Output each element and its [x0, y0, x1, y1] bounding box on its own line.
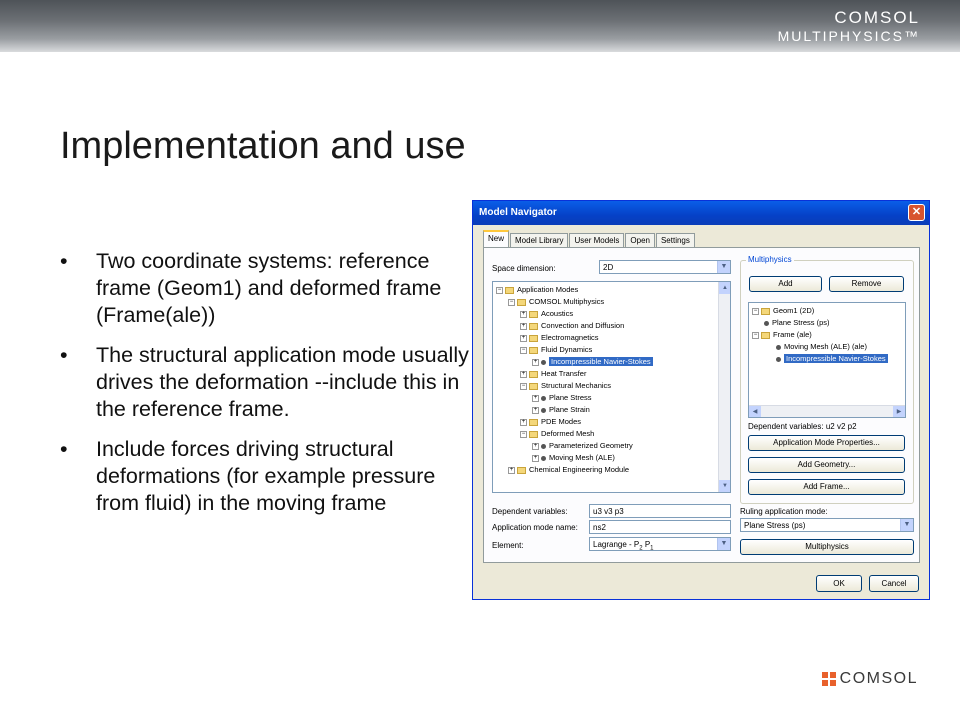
- add-button[interactable]: Add: [749, 276, 822, 292]
- scroll-left-icon[interactable]: ◀: [749, 406, 761, 418]
- tree-item[interactable]: + Electromagnetics: [521, 333, 599, 342]
- bullet-icon: [541, 444, 546, 449]
- multiphysics-button[interactable]: Multiphysics: [740, 539, 914, 555]
- tab-new[interactable]: New: [483, 230, 509, 247]
- ruling-mode-value: Plane Stress (ps): [744, 521, 806, 530]
- folder-icon: [505, 287, 514, 294]
- tree-item[interactable]: + Plane Strain: [533, 405, 590, 414]
- bullet-icon: [541, 396, 546, 401]
- collapse-icon[interactable]: −: [753, 307, 758, 314]
- collapse-icon[interactable]: −: [497, 286, 502, 293]
- tree-item[interactable]: − Structural Mechanics: [521, 381, 612, 390]
- tree-item[interactable]: + PDE Modes: [521, 417, 582, 426]
- expand-icon[interactable]: +: [521, 322, 526, 329]
- bullet-item: • Two coordinate systems: reference frame (Geom1) and deformed frame (Frame(ale)): [60, 248, 470, 329]
- tree-item[interactable]: + Plane Stress: [533, 393, 592, 402]
- expand-icon[interactable]: +: [533, 358, 538, 365]
- space-dimension-select[interactable]: [599, 260, 731, 274]
- dependent-variables-input[interactable]: u3 v3 p3: [589, 504, 731, 518]
- element-select[interactable]: [589, 537, 731, 551]
- model-navigator-dialog: [472, 200, 930, 600]
- mp-tree-item-selected[interactable]: Incompressible Navier-Stokes: [776, 353, 888, 364]
- expand-icon[interactable]: +: [533, 442, 538, 449]
- scroll-up-icon[interactable]: ▲: [719, 282, 731, 294]
- tree-item[interactable]: + Heat Transfer: [521, 369, 587, 378]
- tree-scrollbar[interactable]: [718, 282, 730, 492]
- folder-icon: [761, 332, 770, 339]
- bullet-icon: [541, 408, 546, 413]
- slide-title: Implementation and use: [60, 125, 466, 167]
- tab-model-library[interactable]: Model Library: [510, 233, 568, 247]
- add-geometry-button[interactable]: Add Geometry...: [748, 457, 905, 473]
- mp-tree-item[interactable]: Moving Mesh (ALE) (ale): [776, 341, 867, 352]
- expand-icon[interactable]: +: [521, 370, 526, 377]
- scroll-down-icon[interactable]: ▼: [719, 480, 731, 492]
- dialog-title: Model Navigator: [479, 207, 557, 218]
- remove-button[interactable]: Remove: [829, 276, 904, 292]
- tree-item[interactable]: − Fluid Dynamics: [521, 345, 593, 354]
- expand-icon[interactable]: +: [533, 394, 538, 401]
- header-band: [0, 0, 960, 52]
- comsol-logo-icon: [822, 672, 836, 686]
- tab-settings[interactable]: Settings: [656, 233, 695, 247]
- bullet-icon: [764, 321, 769, 326]
- app-mode-properties-button[interactable]: Application Mode Properties...: [748, 435, 905, 451]
- bullet-text: The structural application mode usually drives the deformation --include this in the reference frame.: [96, 343, 469, 421]
- mp-tree-item[interactable]: − Frame (ale): [753, 330, 812, 339]
- expand-icon[interactable]: +: [533, 454, 538, 461]
- folder-icon: [517, 299, 526, 306]
- footer-brand: COMSOL: [839, 670, 918, 687]
- app-mode-name-input[interactable]: ns2: [589, 520, 731, 534]
- multiphysics-group-label: Multiphysics: [748, 255, 792, 264]
- tab-open[interactable]: Open: [625, 233, 655, 247]
- expand-icon[interactable]: +: [509, 466, 514, 473]
- folder-icon: [761, 308, 770, 315]
- folder-icon: [529, 335, 538, 342]
- brand-logo: [778, 8, 920, 44]
- space-dimension-label: Space dimension:: [492, 264, 556, 273]
- bullet-icon: [776, 345, 781, 350]
- footer-logo: [822, 670, 918, 688]
- element-label: Element:: [492, 541, 524, 550]
- brand-line2: MULTIPHYSICS™: [777, 28, 920, 44]
- multiphysics-tree[interactable]: [748, 302, 906, 418]
- tab-strip: [483, 233, 696, 247]
- dependent-variables-label: Dependent variables:: [492, 507, 568, 516]
- mp-tree-item[interactable]: Plane Stress (ps): [764, 317, 830, 328]
- tree-item[interactable]: + Convection and Diffusion: [521, 321, 625, 330]
- element-value: Lagrange - $P_2$ $P_1$: [593, 540, 654, 552]
- ruling-mode-select[interactable]: [740, 518, 914, 532]
- bullet-text: Two coordinate systems: reference frame (Geom1) and deformed frame (Frame(ale)): [96, 249, 442, 327]
- folder-icon: [529, 431, 538, 438]
- folder-icon: [529, 371, 538, 378]
- scroll-right-icon[interactable]: ▶: [893, 406, 905, 418]
- bullet-item: • Include forces driving structural deformations (for example pressure from fluid) in the moving frame: [60, 436, 470, 517]
- tree-item[interactable]: + Chemical Engineering Module: [509, 465, 630, 474]
- space-dimension-value: 2D: [603, 263, 614, 272]
- bullet-icon: [776, 357, 781, 362]
- tab-panel-new: [483, 247, 920, 563]
- mp-dependent-variables: Dependent variables: u2 v2 p2: [748, 422, 857, 431]
- folder-icon: [529, 311, 538, 318]
- dialog-titlebar[interactable]: [473, 201, 929, 225]
- folder-icon: [529, 383, 538, 390]
- bullet-icon: [541, 360, 546, 365]
- bullet-icon: [541, 456, 546, 461]
- folder-icon: [529, 419, 538, 426]
- tree-item[interactable]: − COMSOL Multiphysics: [509, 297, 605, 306]
- tab-user-models[interactable]: User Models: [569, 233, 624, 247]
- collapse-icon[interactable]: −: [521, 346, 526, 353]
- mp-tree-scrollbar[interactable]: [749, 405, 905, 417]
- collapse-icon[interactable]: −: [509, 298, 514, 305]
- tree-item[interactable]: + Parameterized Geometry: [533, 441, 633, 450]
- tree-item[interactable]: + Moving Mesh (ALE): [533, 453, 615, 462]
- folder-icon: [517, 467, 526, 474]
- chevron-down-icon[interactable]: ▼: [717, 261, 730, 273]
- bullet-text: Include forces driving structural deformations (for example pressure from fluid) in the moving frame: [96, 437, 436, 515]
- app-mode-name-label: Application mode name:: [492, 523, 578, 532]
- ruling-mode-label: Ruling application mode:: [740, 507, 828, 516]
- cancel-button[interactable]: Cancel: [869, 575, 919, 592]
- tree-item[interactable]: + Acoustics: [521, 309, 574, 318]
- tree-item-selected[interactable]: + Incompressible Navier-Stokes: [533, 357, 651, 366]
- collapse-icon[interactable]: −: [753, 331, 758, 338]
- application-mode-tree[interactable]: [492, 281, 731, 493]
- expand-icon[interactable]: +: [521, 418, 526, 425]
- chevron-down-icon[interactable]: ▼: [717, 538, 730, 550]
- folder-icon: [529, 323, 538, 330]
- brand-line1: COMSOL: [834, 8, 920, 27]
- expand-icon[interactable]: +: [521, 334, 526, 341]
- tree-item[interactable]: − Application Modes: [497, 285, 579, 294]
- add-frame-button[interactable]: Add Frame...: [748, 479, 905, 495]
- collapse-icon[interactable]: −: [521, 382, 526, 389]
- chevron-down-icon[interactable]: ▼: [900, 519, 913, 531]
- bullet-item: • The structural application mode usually drives the deformation --include this in the reference frame.: [60, 343, 469, 421]
- mp-tree-item[interactable]: − Geom1 (2D): [753, 306, 815, 315]
- close-icon[interactable]: ✕: [908, 204, 925, 221]
- expand-icon[interactable]: +: [521, 310, 526, 317]
- bullet-list: [60, 248, 470, 530]
- tree-item[interactable]: − Deformed Mesh: [521, 429, 595, 438]
- expand-icon[interactable]: +: [533, 406, 538, 413]
- ok-button[interactable]: OK: [816, 575, 862, 592]
- folder-icon: [529, 347, 538, 354]
- collapse-icon[interactable]: −: [521, 430, 526, 437]
